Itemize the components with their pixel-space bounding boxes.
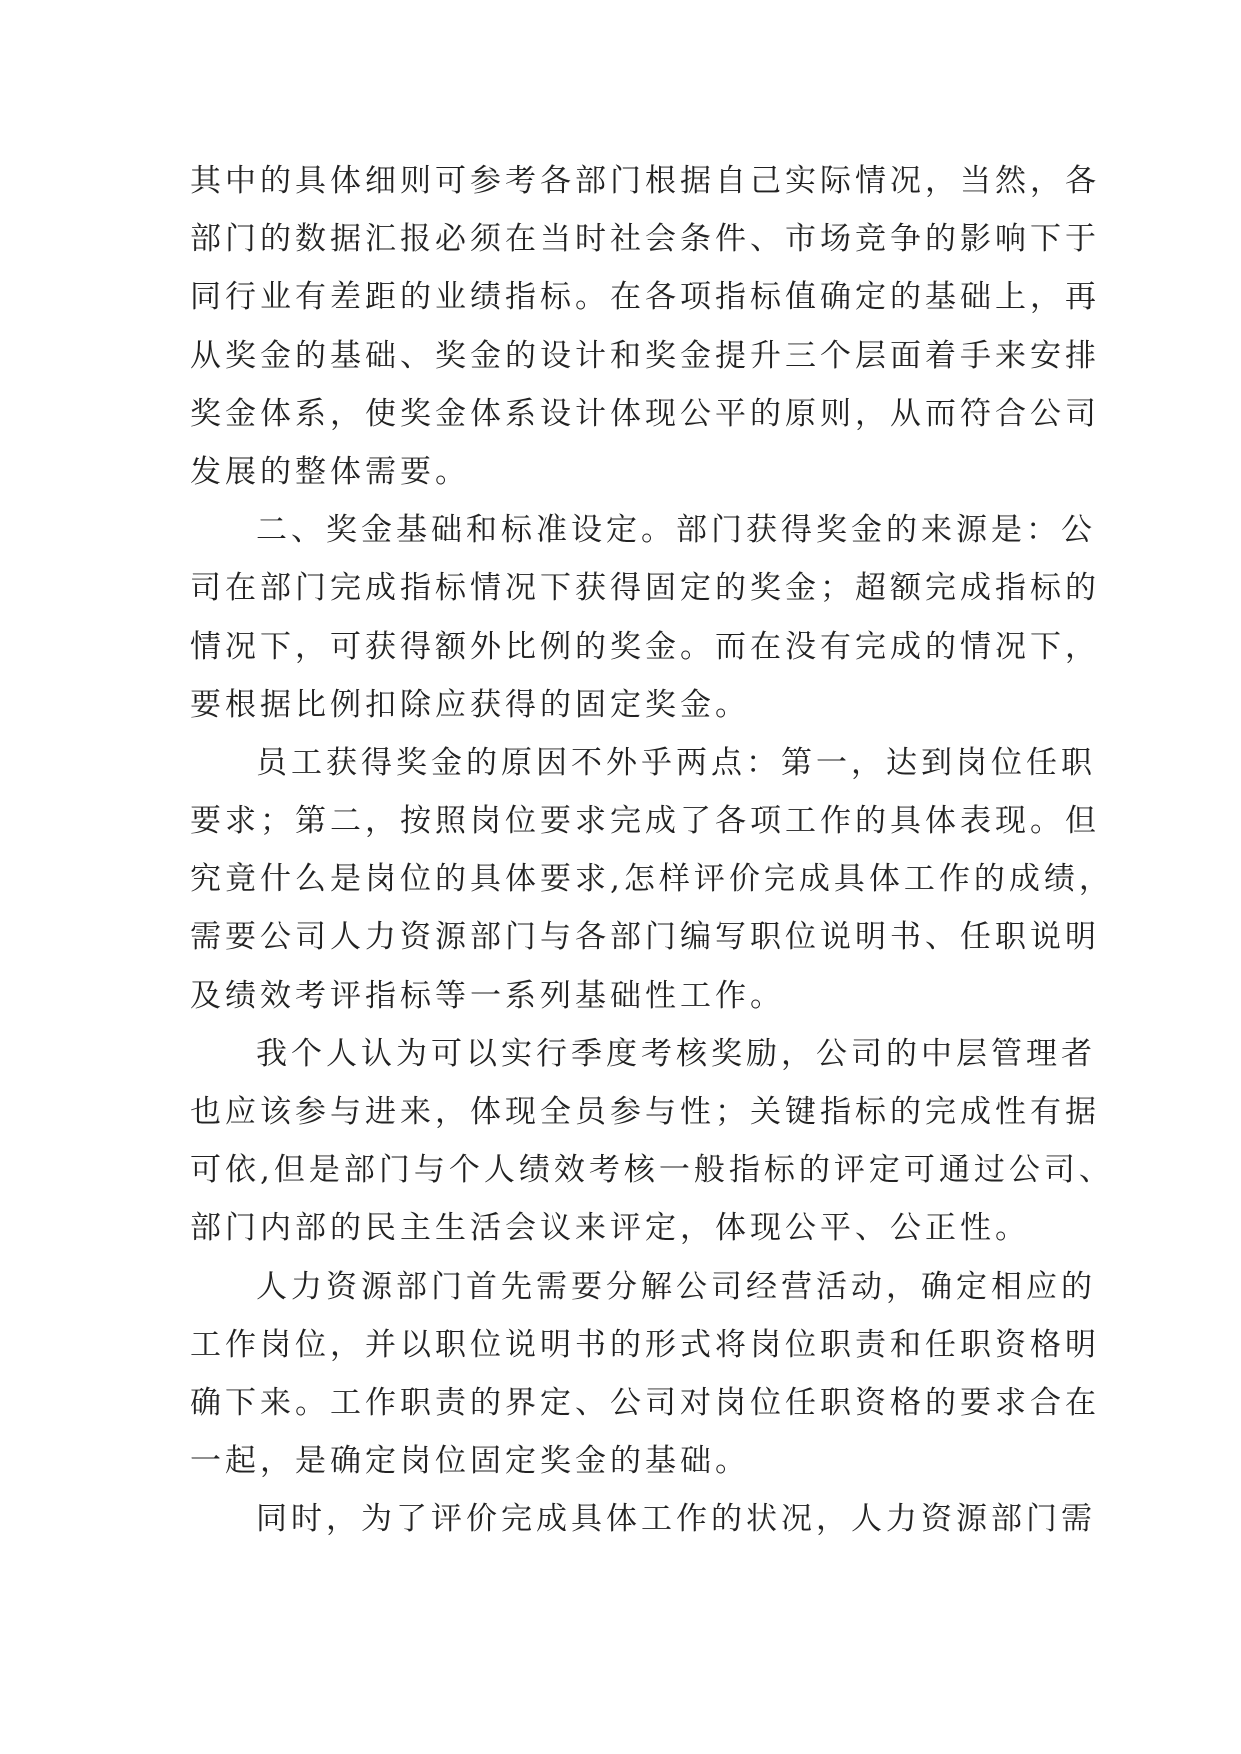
text-line: 一起，是确定岗位固定奖金的基础。 (190, 1443, 750, 1480)
text-line: 可依,但是部门与个人绩效考核一般指标的评定可通过公司、 (190, 1152, 1114, 1189)
text-line: 其中的具体细则可参考各部门根据自己实际情况，当然，各 (190, 163, 1100, 199)
text-line: 从奖金的基础、奖金的设计和奖金提升三个层面着手来安排 (190, 337, 1100, 374)
text-line: 要根据比例扣除应获得的固定奖金。 (190, 686, 750, 723)
paragraph-1 (190, 152, 1100, 501)
paragraph-5 (190, 1258, 1100, 1491)
paragraph-3 (190, 734, 1114, 1025)
text-line: 员工获得奖金的原因不外乎两点：第一，达到岗位任职 (256, 744, 1096, 781)
text-line: 要求；第二，按照岗位要求完成了各项工作的具体表现。但 (190, 803, 1100, 840)
text-line: 奖金体系，使奖金体系设计体现公平的原则，从而符合公司 (190, 395, 1100, 432)
text-line: 确下来。工作职责的界定、公司对岗位任职资格的要求合在 (190, 1384, 1100, 1421)
paragraph-2 (190, 501, 1100, 734)
text-line: 部门内部的民主生活会议来评定，体现公平、公正性。 (190, 1210, 1030, 1247)
text-line: 工作岗位，并以职位说明书的形式将岗位职责和任职资格明 (190, 1326, 1100, 1363)
text-line: 同行业有差距的业绩指标。在各项指标值确定的基础上，再 (190, 279, 1100, 316)
text-line: 同时，为了评价完成具体工作的状况，人力资源部门需 (256, 1501, 1096, 1538)
text-line: 究竟什么是岗位的具体要求,怎样评价完成具体工作的成绩， (190, 861, 1114, 898)
text-line: 二、奖金基础和标准设定。部门获得奖金的来源是：公 (256, 512, 1096, 549)
text-line: 发展的整体需要。 (190, 453, 470, 490)
text-line: 及绩效考评指标等一系列基础性工作。 (190, 977, 785, 1014)
text-line: 也应该参与进来，体现全员参与性；关键指标的完成性有据 (190, 1094, 1100, 1130)
text-line: 我个人认为可以实行季度考核奖励，公司的中层管理者 (256, 1035, 1096, 1072)
text-line: 人力资源部门首先需要分解公司经营活动，确定相应的 (256, 1268, 1096, 1305)
text-line: 需要公司人力资源部门与各部门编写职位说明书、任职说明 (190, 919, 1100, 956)
text-line: 情况下，可获得额外比例的奖金。而在没有完成的情况下， (190, 628, 1100, 665)
paragraph-6 (190, 1490, 1096, 1548)
text-line: 部门的数据汇报必须在当时社会条件、市场竞争的影响下于 (190, 221, 1100, 258)
document-body (190, 152, 1114, 1549)
text-line: 司在部门完成指标情况下获得固定的奖金；超额完成指标的 (190, 570, 1100, 607)
paragraph-4 (190, 1025, 1114, 1258)
